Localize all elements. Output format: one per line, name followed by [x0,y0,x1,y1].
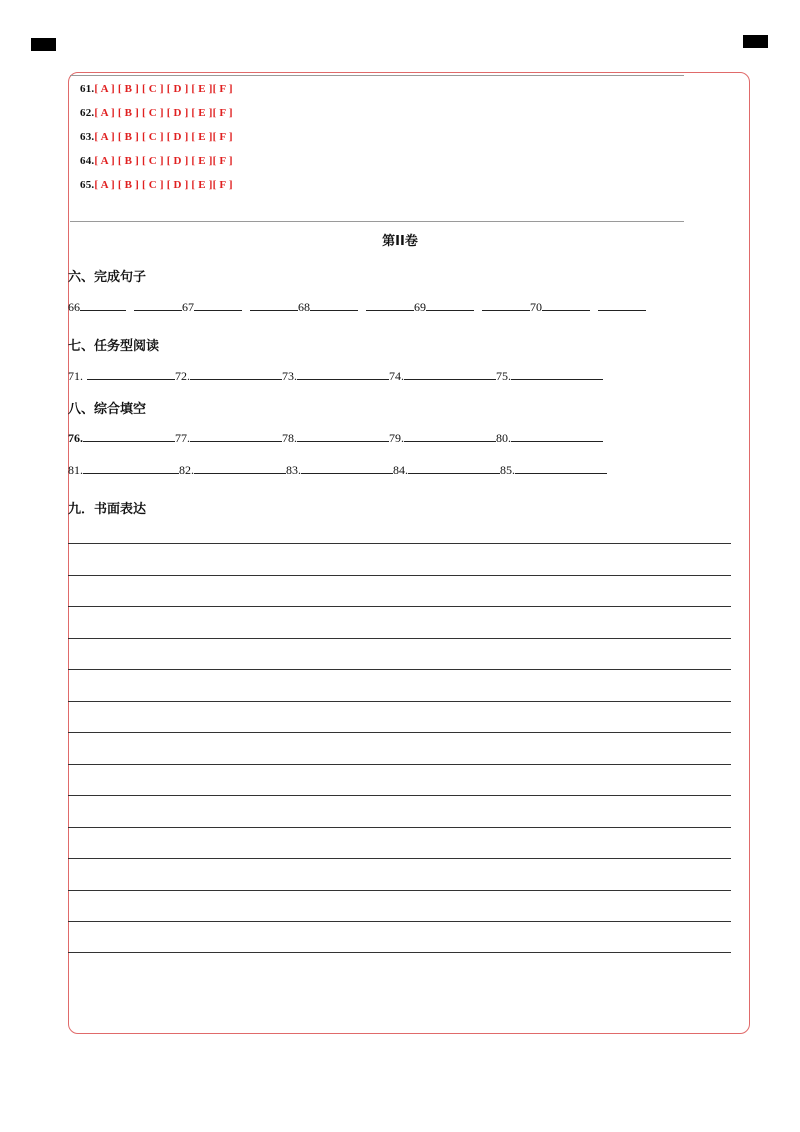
answer-blank[interactable] [83,462,179,474]
answer-blank[interactable] [83,430,175,442]
mc-number: 61. [80,83,95,95]
volume-title: 第II卷 [382,234,418,249]
mc-options[interactable]: [ A ] [ B ] [ C ] [ D ] [ E ][ F ] [94,131,233,143]
section8-title: 八、综合填空 [68,402,147,417]
writing-line[interactable] [68,669,731,670]
writing-line[interactable] [68,827,731,828]
mc-number: 64. [80,155,95,167]
mc-options[interactable]: [ A ] [ B ] [ C ] [ D ] [ E ][ F ] [94,179,233,191]
answer-number: 82. [179,463,194,477]
mc-row-64[interactable] [80,155,233,167]
answer-blank[interactable] [301,462,393,474]
answer-blank[interactable] [515,462,607,474]
answer-blank[interactable] [408,462,500,474]
answer-blank[interactable] [598,299,646,311]
answer-number: 73. [282,369,297,383]
section-divider [70,221,684,222]
answer-blank[interactable] [87,368,175,380]
answer-number: 69 [414,300,426,314]
writing-line[interactable] [68,606,731,607]
answer-number: 67 [182,300,194,314]
answer-blank[interactable] [297,368,389,380]
answer-number: 79. [389,431,404,445]
answer-blank[interactable] [482,299,530,311]
writing-line[interactable] [68,795,731,796]
mc-options[interactable]: [ A ] [ B ] [ C ] [ D ] [ E ][ F ] [94,107,233,119]
answer-blank[interactable] [511,430,603,442]
answer-number: 85. [500,463,515,477]
writing-line[interactable] [68,921,731,922]
mc-number: 65. [80,179,95,191]
answer-number: 68 [298,300,310,314]
answer-number: 75. [496,369,511,383]
answer-blank[interactable] [404,430,496,442]
answer-blank[interactable] [511,368,603,380]
writing-line[interactable] [68,575,731,576]
section6-title: 六、完成句子 [68,270,147,285]
mc-options[interactable]: [ A ] [ B ] [ C ] [ D ] [ E ][ F ] [94,155,233,167]
writing-line[interactable] [68,764,731,765]
section7-answers [68,368,603,384]
answer-number: 77. [175,431,190,445]
writing-line[interactable] [68,543,731,544]
answer-blank[interactable] [194,462,286,474]
answer-blank[interactable] [194,299,242,311]
section6-answers [68,299,646,315]
answer-number: 76. [68,431,83,445]
answer-number: 66 [68,300,80,314]
top-divider [70,75,684,76]
answer-blank[interactable] [310,299,358,311]
mc-row-61[interactable] [80,83,233,95]
answer-number: 70 [530,300,542,314]
answer-number: 83. [286,463,301,477]
answer-blank[interactable] [190,368,282,380]
answer-blank[interactable] [134,299,182,311]
mc-row-65[interactable] [80,179,233,191]
mc-row-62[interactable] [80,107,233,119]
answer-number: 80. [496,431,511,445]
answer-blank[interactable] [190,430,282,442]
answer-blank[interactable] [366,299,414,311]
writing-line[interactable] [68,858,731,859]
answer-blank[interactable] [542,299,590,311]
answer-blank[interactable] [297,430,389,442]
mc-options[interactable]: [ A ] [ B ] [ C ] [ D ] [ E ][ F ] [94,83,233,95]
mc-number: 63. [80,131,95,143]
answer-blank[interactable] [80,299,126,311]
answer-number: 71. [68,369,83,383]
answer-number: 72. [175,369,190,383]
alignment-marker-right [743,35,768,48]
answer-blank[interactable] [404,368,496,380]
answer-blank[interactable] [426,299,474,311]
mc-number: 62. [80,107,95,119]
answer-number: 78. [282,431,297,445]
writing-line[interactable] [68,701,731,702]
writing-line[interactable] [68,732,731,733]
answer-number: 81. [68,463,83,477]
answer-number: 84. [393,463,408,477]
section8-answers-row1 [68,430,603,446]
writing-line[interactable] [68,890,731,891]
section8-answers-row2 [68,462,607,478]
writing-line[interactable] [68,638,731,639]
alignment-marker-left [31,38,56,51]
section7-title: 七、任务型阅读 [68,339,160,354]
writing-line[interactable] [68,952,731,953]
answer-blank[interactable] [250,299,298,311]
mc-row-63[interactable] [80,131,233,143]
answer-number: 74. [389,369,404,383]
section9-title: 九．书面表达 [68,502,147,517]
